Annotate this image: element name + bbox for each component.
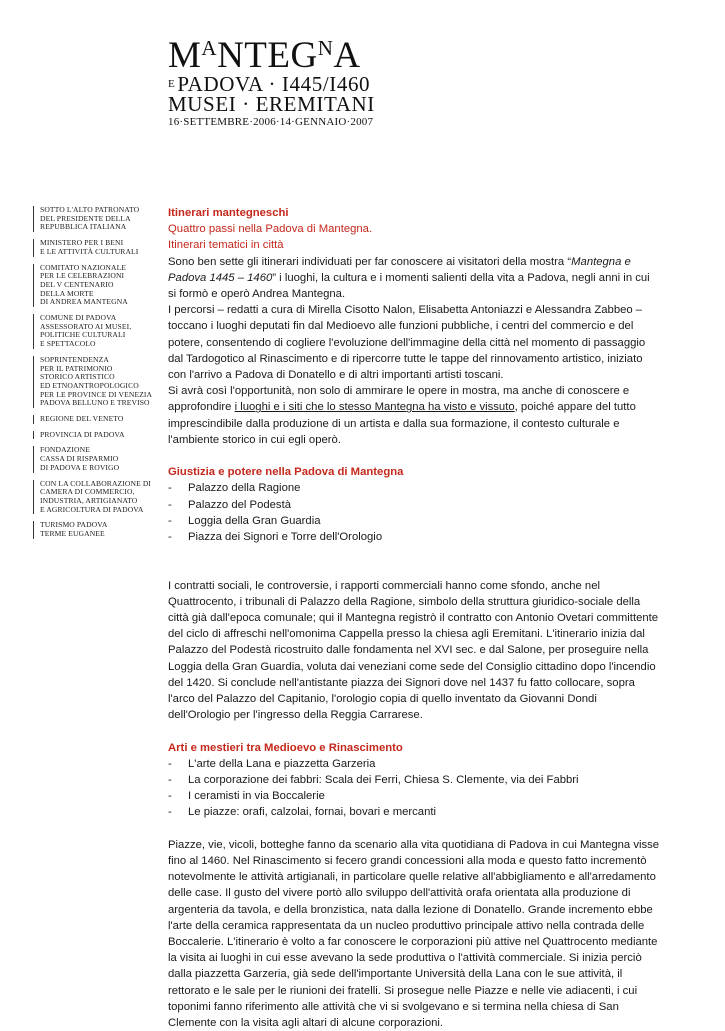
dash: - xyxy=(168,531,172,544)
sponsors-sidebar xyxy=(33,206,158,546)
dash: - xyxy=(168,482,172,495)
sponsor-item: TURISMO PADOVA TERME EUGANEE xyxy=(33,521,158,538)
sponsor-item: COMUNE DI PADOVA ASSESSORATO AI MUSEI, POLITICHE CULTURALI E SPETTACOLO xyxy=(33,314,158,349)
itinerary-list xyxy=(168,480,660,545)
intro-paragraph xyxy=(168,254,660,303)
exhibition-logo xyxy=(168,30,398,129)
sponsor-item: CON LA COLLABORAZIONE DI CAMERA DI COMMERCIO, INDUSTRIA, ARTIGIANATO E AGRICOLTURA DI PADOVA xyxy=(33,480,158,515)
list-item xyxy=(168,529,660,545)
dash: - xyxy=(168,806,172,819)
logo-title xyxy=(168,30,398,74)
logo-letters-nteg: NTEG xyxy=(217,35,318,76)
logo-padova-years: PADOVA · I445/I460 xyxy=(177,72,371,96)
dash: - xyxy=(168,498,172,511)
sponsor-item: PROVINCIA DI PADOVA xyxy=(33,431,158,440)
list-item xyxy=(168,772,660,788)
sponsor-item: COMITATO NAZIONALE PER LE CELEBRAZIONI DEL V CENTENARIO DELLA MORTE DI ANDREA MANTEGNA xyxy=(33,264,158,308)
list-item-text: Piazza dei Signori e Torre dell'Orologio xyxy=(188,531,383,544)
dash: - xyxy=(168,757,172,770)
logo-letter-a: A xyxy=(201,36,218,60)
main-text xyxy=(168,205,660,1031)
logo-subtitle-musei: MUSEI · EREMITANI xyxy=(168,92,375,116)
section-heading: Arti e mestieri tra Medioevo e Rinascimento xyxy=(168,741,403,754)
list-item xyxy=(168,804,660,820)
exhibition-dates: 16·SETTEMBRE·2006·14·GENNAIO·2007 xyxy=(168,116,374,128)
document-subtitle-2: Itinerari tematici in città xyxy=(168,239,284,252)
exhibition-name: Mantegna e Padova 1445 – 1460 xyxy=(168,255,631,284)
paragraph: I contratti sociali, le controversie, i rapporti commerciali hanno come sfondo, anche nel Quattrocento, i tribunali di Palazzo della Ragione, simbolo della struttura giuridico-sociale della città già dall'epoca comunale; qui il Mantegna registrò il contratto con Antonio Ovetari committente del ciclo di affreschi nell'omonima Cappella presso la chiesa agli Eremitani. L'itinerario inizia dal Palazzo del Podestà ricostruito dalle fondamenta nel XVI sec. e dal Salone, per proseguire nella Loggia della Gran Guardia, voluta dai veneziani come sede del Consiglio cittadino dopo l'incendio del 1420. Si conclude nell'antistante piazza dei Signori dove nel 1437 fu fatto collocare, sopra l'arco del Palazzo del Capitanio, l'orologio copia di quello inventato da Giovanni Dondi dell'Orologio per l'ingresso della Reggia Carrarese. xyxy=(168,579,659,722)
sponsor-item: SOPRINTENDENZA PER IL PATRIMONIO STORICO ARTISTICO ED ETNOANTROPOLOGICO PER LE PROVINCE DI VENEZIA PADOVA BELLUNO E TREVISO xyxy=(33,356,158,408)
document-subtitle: Quattro passi nella Padova di Mantegna. xyxy=(168,223,373,236)
list-item-text: La corporazione dei fabbri: Scala dei Ferri, Chiesa S. Clemente, via dei Fabbri xyxy=(188,774,579,787)
paragraph xyxy=(168,383,660,448)
intro-text-a: Sono ben sette gli itinerari individuati per far conoscere ai visitatori della mostra “ xyxy=(168,255,572,268)
list-item xyxy=(168,788,660,804)
list-item xyxy=(168,480,660,496)
list-item-text: Loggia della Gran Guardia xyxy=(188,514,321,527)
logo-letter-n: N xyxy=(317,36,334,60)
para3-text-b: , poiché appare del tutto imprescindibile dalla produzione di un artista e dalla sua formazione, il contesto culturale e l'ambiente storico in cui egli operò. xyxy=(168,401,636,446)
sponsor-item: MINISTERO PER I BENI E LE ATTIVITÀ CULTURALI xyxy=(33,239,158,256)
logo-e: E xyxy=(168,78,176,90)
sponsor-item: FONDAZIONE CASSA DI RISPARMIO DI PADOVA E ROVIGO xyxy=(33,446,158,472)
underlined-phrase: i luoghi e i siti che lo stesso Mantegna ha visto e vissuto xyxy=(234,401,515,414)
logo-subtitle-padova xyxy=(168,74,398,94)
paragraph: I percorsi – redatti a cura di Mirella Cisotto Nalon, Elisabetta Antoniazzi e Alessandra Zabbeo – toccano i luoghi deputati fin dal Medioevo alle funzioni pubbliche, i centri del commercio e del potere, consentendo di cogliere l'evoluzione dell'immagine della città nel momento di passaggio dal Tardogotico al Rinascimento e di ripercorre tutte le tappe del rinnovamento artistico, iniziato con l'arrivo a Padova di Donatello e di altri importanti artisti toscani. xyxy=(168,304,646,382)
document-title: Itinerari mantegneschi xyxy=(168,207,289,219)
dash: - xyxy=(168,514,172,527)
logo-letter-a2: A xyxy=(333,35,361,76)
paragraph: Piazze, vie, vicoli, botteghe fanno da scenario alla vita quotidiana di Padova in cui Mantegna visse fino al 1460. Nel Rinascimento si fecero grandi concessioni alla moda e questo fatto incrementò notevolmente le attività artigianali, in particolare quelle relative all'abbigliamento e all'arredamento delle case. Il gusto del vivere portò allo sviluppo dell'attività orafa orientata alla produzione di argenteria da tavola, e della bronzistica, nata dalla lezione di Donatello. Grande incremento ebbe l'arte della ceramica rappresentata da un nucleo produttivo principale attivo nella contrada delle Boccalerie. L'itinerario è volto a far conoscere le corporazioni più attive nel Quattrocento mediante la visita ai luoghi in cui esse avevano la sede produttiva o l'attività commerciale. Si inizia perciò dalla piazzetta Garzeria, già sede dell'importante Università della Lana con le sue attività, il rettorato e le sale per le riunioni dei fratelli. Si prosegue nelle Piazze e nelle vie adiacenti, i cui toponimi fanno riferimento alle attività che vi si svolgevano e si termina nella chiesa di San Clemente con la visita agli altari di alcune corporazioni. xyxy=(168,838,660,1030)
list-item xyxy=(168,513,660,529)
dash: - xyxy=(168,774,172,787)
list-item-text: Palazzo della Ragione xyxy=(188,482,301,495)
logo-letter-m: M xyxy=(168,35,202,76)
list-item xyxy=(168,756,660,772)
list-item-text: Le piazze: orafi, calzolai, fornai, bovari e mercanti xyxy=(188,806,437,819)
sponsor-item: REGIONE DEL VENETO xyxy=(33,415,158,424)
para3-text-a: Si avrà così l'opportunità, non solo di ammirare le opere in mostra, ma anche di conoscere e approfondire xyxy=(168,385,630,414)
list-item-text: Palazzo del Podestà xyxy=(188,498,291,511)
intro-text-b: ” i luoghi, la cultura e i momenti salienti della vita a Padova, negli anni in cui si formò e operò Andrea Mantegna. xyxy=(168,271,650,301)
sponsor-item: SOTTO L'ALTO PATRONATO DEL PRESIDENTE DELLA REPUBBLICA ITALIANA xyxy=(33,206,158,232)
list-item-text: L'arte della Lana e piazzetta Garzeria xyxy=(188,757,376,770)
section-heading: Giustizia e potere nella Padova di Mantegna xyxy=(168,466,404,479)
list-item-text: I ceramisti in via Boccalerie xyxy=(188,790,325,803)
itinerary-list xyxy=(168,756,660,821)
list-item xyxy=(168,497,660,513)
dash: - xyxy=(168,790,172,803)
